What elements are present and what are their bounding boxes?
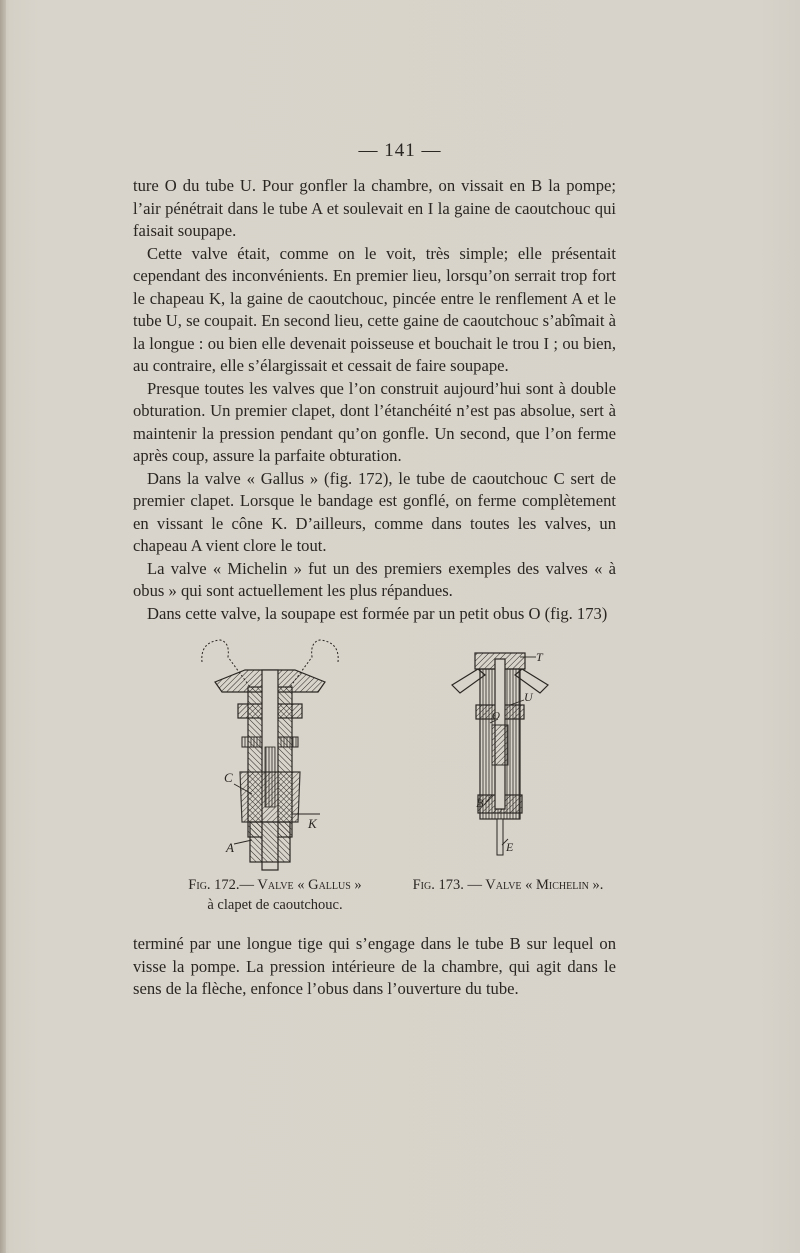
caption-line: Fig. 172.— Valve « Gallus » [188,877,362,893]
page-number: — 141 — [358,140,442,161]
figure-172-caption [170,875,380,915]
label-u: U [524,690,533,704]
paragraph: ture O du tube U. Pour gonfler la chambre, on vissait en B la pompe; l’air pénétrait dans le tube A et soulevait en I la gaine de caoutchouc qui faisait soupape. [133,176,616,240]
figure-172-gallus-valve [190,632,350,872]
label-e: E [506,840,514,854]
body-text-bottom [133,933,616,1001]
paragraph: Dans cette valve, la soupape est formée par un petit obus O (fig. 173) [147,603,608,623]
label-k: K [308,816,317,831]
caption-line: à clapet de caoutchouc. [207,897,343,913]
label-a: A [226,840,234,855]
figure-173-caption [398,875,618,895]
paragraph: La valve « Michelin » fut un des premiers exemples des valves « à obus » qui sont actuellement les plus répandues. [133,558,616,600]
page-edge [0,0,6,1253]
paragraph: Dans la valve « Gallus » (fig. 172), le tube de caoutchouc C sert de premier clapet. Lorsque le bandage est gonflé, on ferme complètement en vissant le cône K. D’ailleurs, comme dans toutes les valves, un chapeau A vient clore le tout. [133,468,616,555]
paragraph: Cette valve était, comme on le voit, très simple; elle présentait cependant des inconvénients. En premier lieu, lorsqu’on serrait trop fort le chapeau K, la gaine de caoutchouc, pincée entre le renflement A et le tube U, se coupait. En second lieu, cette gaine de caoutchouc s’abîmait à la longue : ou bien elle devenait poisseuse et bouchait le trou I ; ou bien, au contraire, elle s’élargissait et cessait de faire soupape. [133,243,616,375]
caption-line: Fig. 173. — Valve « Michelin ». [412,877,604,893]
label-o: O [492,710,500,722]
paragraph: terminé par une longue tige qui s’engage dans le tube B sur lequel on visse la pompe. La pression intérieure de la chambre, qui agit dans le sens de la flèche, enfonce l’obus dans l’ouverture du tube. [133,934,616,998]
paragraph: Presque toutes les valves que l’on construit aujourd’hui sont à double obturation. Un premier clapet, dont l’étanchéité n’est pas absolue, sert à maintenir la pression pendant qu’on gonfle. Un second, que l’on ferme après coup, assure la parfaite obturation. [133,378,616,465]
body-text-top [133,175,616,625]
figure-173-michelin-valve [440,645,560,865]
label-c: C [224,770,233,785]
label-t: T [536,650,543,664]
label-b: B [476,796,484,810]
